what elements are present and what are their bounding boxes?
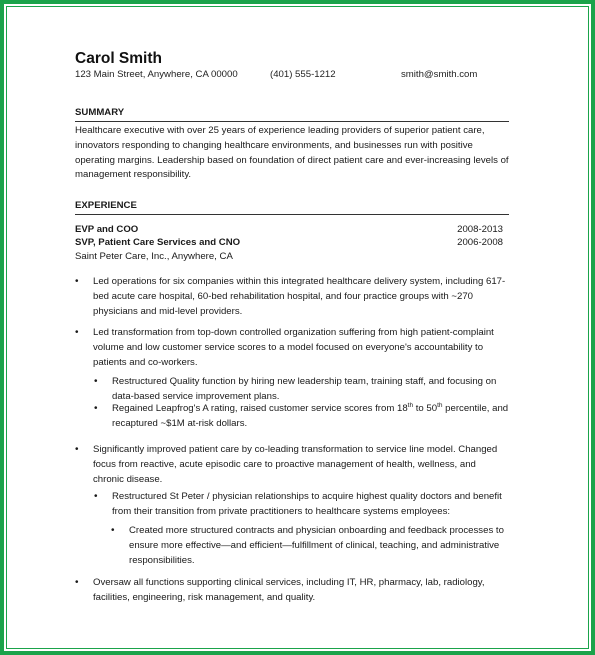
job-title-row (75, 224, 503, 235)
summary-rule (75, 121, 509, 122)
experience-bullet (75, 275, 509, 319)
experience-sub-bullet (94, 375, 509, 405)
experience-heading: EXPERIENCE (75, 200, 137, 211)
bullet-text: Led transformation from top-down controlled organization suffering from high patient-complaint volume and low customer service scores to a model focused on everyone's accountability to patients and co-workers. (93, 327, 494, 368)
bullet-text: Significantly improved patient care by co-leading transformation to service line model. Changed focus from reactive, acute episodic care to proactive management of health, wellness, and chronic disease. (93, 444, 498, 485)
bullet-text: Restructured Quality function by hiring new leadership team, training staff, and focusing on data-based service improvement plans. (112, 376, 497, 402)
experience-bullet (75, 576, 509, 606)
employer-name: Saint Peter Care, Inc., Anywhere, CA (75, 251, 233, 262)
job-title-row (75, 237, 503, 248)
job-title: SVP, Patient Care Services and CNO (75, 237, 241, 248)
bullet-glyph: • (75, 276, 79, 287)
bullet-text: Created more structured contracts and physician onboarding and feedback processes to ensure more effective—and efficient—fulfillment of clinical, teaching, and administrative responsibilities. (129, 525, 504, 566)
summary-heading: SUMMARY (75, 107, 125, 118)
bullet-glyph: • (75, 444, 79, 455)
experience-bullet (75, 326, 509, 370)
contact-email[interactable]: smith@smith.com (401, 69, 478, 80)
experience-rule (75, 214, 509, 215)
bullet-glyph: • (75, 327, 79, 338)
contact-phone: (401) 555-1212 (270, 69, 336, 80)
bullet-text: Restructured St Peter / physician relationships to acquire highest quality doctors and benefit from their transition from private practitioners to healthcare systems employees: (112, 491, 502, 517)
experience-sub-sub-bullet (111, 524, 509, 568)
job-years: 2008-2013 (457, 224, 503, 235)
summary-text: Healthcare executive with over 25 years of experience leading providers of superior patient care, innovators responding to changing healthcare environments, and businesses run with positive operating margins. Leadership based on foundation of direct patient care and ever-increasing levels of management responsibility. (75, 125, 509, 181)
bullet-glyph: • (94, 403, 98, 414)
experience-bullet (75, 443, 509, 487)
bullet-glyph: • (94, 491, 98, 502)
bullet-glyph: • (111, 525, 115, 536)
bullet-glyph: • (94, 376, 98, 387)
experience-sub-bullet (94, 490, 509, 520)
contact-address: 123 Main Street, Anywhere, CA 00000 (75, 69, 238, 80)
job-years: 2006-2008 (457, 237, 503, 248)
bullet-text: Regained Leapfrog's A rating, raised customer service scores from 18th to 50th percentile, and recaptured ~$1M at-risk dollars. (112, 401, 509, 429)
experience-sub-bullet (94, 401, 509, 432)
job-title: EVP and COO (75, 224, 139, 235)
bullet-glyph: • (75, 577, 79, 588)
bullet-text: Oversaw all functions supporting clinical services, including IT, HR, pharmacy, lab, radiology, facilities, engineering, risk management, and quality. (93, 577, 485, 603)
candidate-name: Carol Smith (75, 50, 162, 67)
bullet-text: Led operations for six companies within this integrated healthcare delivery system, including 617-bed acute care hospital, 60-bed rehabilitation hospital, and four practice groups with ~270 physicians and mid-level providers. (93, 276, 506, 317)
